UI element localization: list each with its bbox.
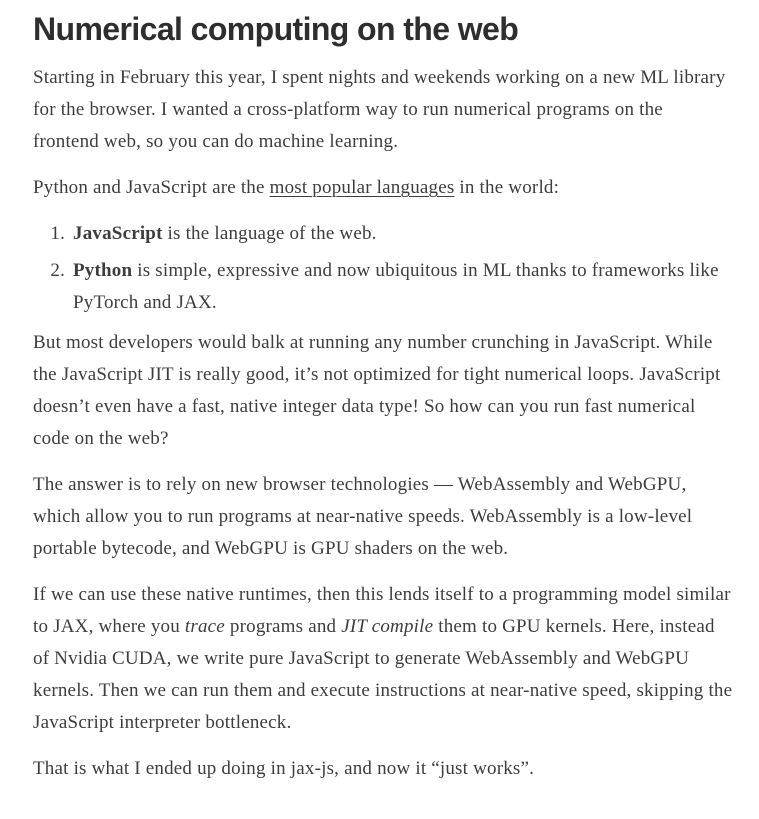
paragraph xyxy=(33,469,733,565)
paragraph xyxy=(33,172,733,204)
list-item xyxy=(70,255,733,319)
article-body xyxy=(33,62,733,785)
list-item xyxy=(70,218,733,250)
text-segment: programs and xyxy=(224,616,342,637)
text-segment: is the language of the web. xyxy=(162,223,377,244)
bold-text: JavaScript xyxy=(73,223,163,244)
bold-text: Python xyxy=(73,260,133,281)
page-title: Numerical computing on the web xyxy=(33,11,519,47)
text-segment: in the world: xyxy=(454,177,560,198)
text-segment: them to GPU kernels. Here, instead of Nvidia CUDA, we write pure JavaScript to generate WebAssembly and WebGPU kernels. Then we can run them and execute instructions at near-native speed, skipping the JavaScript interpreter bottleneck. xyxy=(33,616,733,733)
inline-link[interactable]: most popular languages xyxy=(269,177,455,198)
text-segment: But most developers would balk at running any number crunching in JavaScript. While the JavaScript JIT is really good, it’s not optimized for tight numerical loops. JavaScript doesn’t even have a fast, native integer data type! So how can you run fast numerical code on the web? xyxy=(33,332,721,449)
italic-text: trace xyxy=(184,616,225,637)
paragraph xyxy=(33,327,733,455)
text-segment: That is what I ended up doing in jax-js, and now it “just works”. xyxy=(33,758,535,779)
paragraph xyxy=(33,62,733,158)
italic-text: JIT compile xyxy=(341,616,434,637)
text-segment: If we can use these native runtimes, then this lends itself to a programming model similar to JAX, where you xyxy=(33,584,731,637)
paragraph xyxy=(33,753,733,785)
ordered-list xyxy=(33,218,733,319)
text-segment: The answer is to rely on new browser technologies — WebAssembly and WebGPU, which allow you to run programs at near-native speeds. WebAssembly is a low-level portable bytecode, and WebGPU is GPU shaders on the web. xyxy=(33,474,693,559)
paragraph xyxy=(33,579,733,739)
text-segment: Starting in February this year, I spent nights and weekends working on a new ML library for the browser. I wanted a cross-platform way to run numerical programs on the frontend web, so you can do machine learning. xyxy=(33,67,726,152)
text-segment: is simple, expressive and now ubiquitous in ML thanks to frameworks like PyTorch and JAX. xyxy=(73,260,719,313)
text-segment: Python and JavaScript are the xyxy=(33,177,270,198)
